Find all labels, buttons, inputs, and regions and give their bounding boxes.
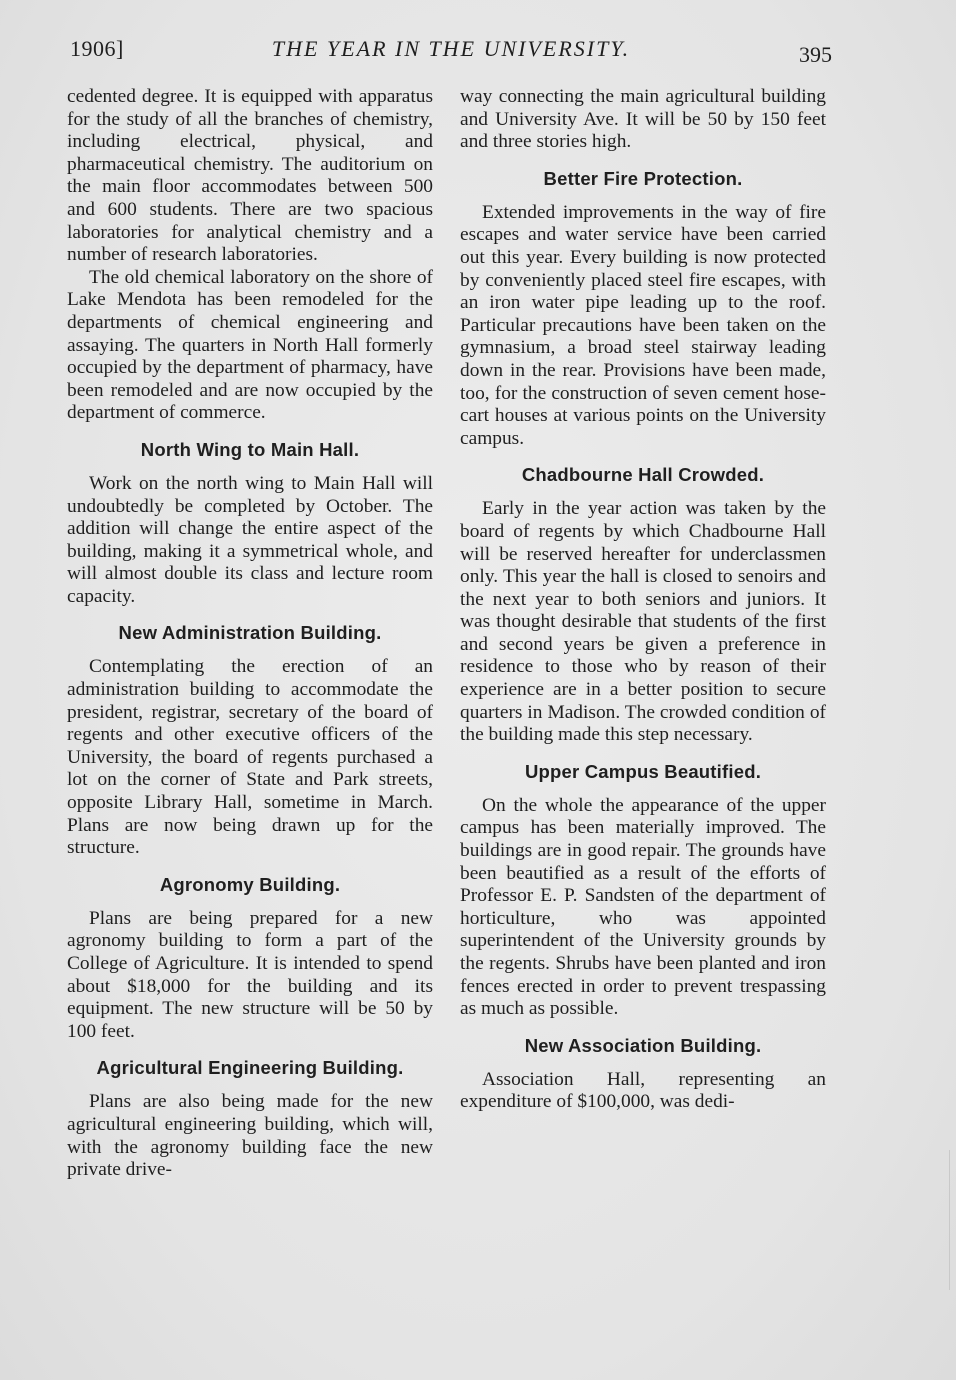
heading-upper-campus: Upper Campus Beautified. xyxy=(524,760,762,782)
paragraph-association-building: Association Hall, representing an expenditure of $100,000, was dedi- xyxy=(460,1068,826,1113)
paragraph-chadbourne-hall: Early in the year action was taken by the board of regents by which Chadbourne Hall will be reserved hereafter for underclassmen only. This year the hall is closed to senoirs and the next year to both seniors and juniors. It was thought desirable that students of the first and second years be given a preference in residence to those who by reason of their experience are in a better position to secure quarters in Madison. The crowded condition of the building made this step necessary. xyxy=(460,498,826,746)
heading-fire-protection: Better Fire Protection. xyxy=(543,167,743,189)
paragraph-north-wing: Work on the north wing to Main Hall will undoubtedly be completed by October. The addition will change the entire aspect of the building, making it a symmetrical whole, and will almost double its class and lecture room capacity. xyxy=(67,472,433,607)
paragraph-chemistry-building-continued: cedented degree. It is equipped with apparatus for the study of all the branches of chemistry, including electrical, physical, and pharmaceutical chemistry. The auditorium on the main floor accommodates between 500 and 600 students. There are two spacious laboratories for analytical chemistry and a number of research laboratories. xyxy=(67,86,433,266)
heading-chadbourne-hall: Chadbourne Hall Crowded. xyxy=(521,464,765,486)
scan-edge-mark xyxy=(945,1150,950,1290)
left-column xyxy=(67,86,433,1182)
paragraph-agronomy-building: Plans are being prepared for a new agronomy building to form a part of the College of Agriculture. It is intended to spend about $18,000 for the building and its equipment. The new structure will be 50 by 100 feet. xyxy=(67,907,433,1042)
page-number: 395 xyxy=(799,42,832,67)
right-column xyxy=(460,86,826,1114)
paragraph-old-chemical-laboratory: The old chemical laboratory on the shore of Lake Mendota has been remodeled for the departments of chemical engineering and assaying. The quarters in North Hall formerly occupied by the department of pharmacy, have been remodeled and are now occupied by the department of commerce. xyxy=(67,266,433,424)
paragraph-administration-building: Contemplating the erection of an administration building to accommodate the president, registrar, secretary of the board of regents and other executive officers of the University, the board of regents purchased a lot on the corner of State and Park streets, opposite Library Hall, sometime in March. Plans are now being drawn up for the structure. xyxy=(67,656,433,859)
heading-agricultural-engineering: Agricultural Engineering Building. xyxy=(96,1057,404,1079)
running-head xyxy=(70,36,832,66)
paragraph-driveway-continued: way connecting the main agricultural building and University Ave. It will be 50 by 150 feet and three stories high. xyxy=(460,86,826,153)
paragraph-agricultural-engineering: Plans are also being made for the new agricultural engineering building, which will, with the agronomy building face the new private drive- xyxy=(67,1091,433,1181)
running-head-title: THE YEAR IN THE UNIVERSITY. xyxy=(271,36,631,61)
heading-north-wing: North Wing to Main Hall. xyxy=(140,438,360,460)
paragraph-upper-campus: On the whole the appearance of the upper campus has been materially improved. The buildings are in good repair. The grounds have been beautified as a result of the efforts of Professor E. P. Sandsten of the department of horticulture, who was appointed superintendent of the University grounds by the regents. Shrubs have been planted and iron fences erected in order to prevent trespassing as much as possible. xyxy=(460,794,826,1020)
heading-administration-building: New Administration Building. xyxy=(118,622,382,644)
heading-agronomy-building: Agronomy Building. xyxy=(159,873,341,895)
paragraph-fire-protection: Extended improvements in the way of fire escapes and water service have been carried out this year. Every building is now protected by conveniently placed steel fire escapes, with an iron water pipe leading up to the roof. Particular precautions have been taken on the gymnasium, a broad steel stairway leading down in the rear. Provisions have been made, too, for the construction of seven cement hose-cart houses at various points on the University campus. xyxy=(460,201,826,449)
running-head-year: 1906] xyxy=(70,36,124,61)
heading-association-building: New Association Building. xyxy=(524,1034,762,1056)
